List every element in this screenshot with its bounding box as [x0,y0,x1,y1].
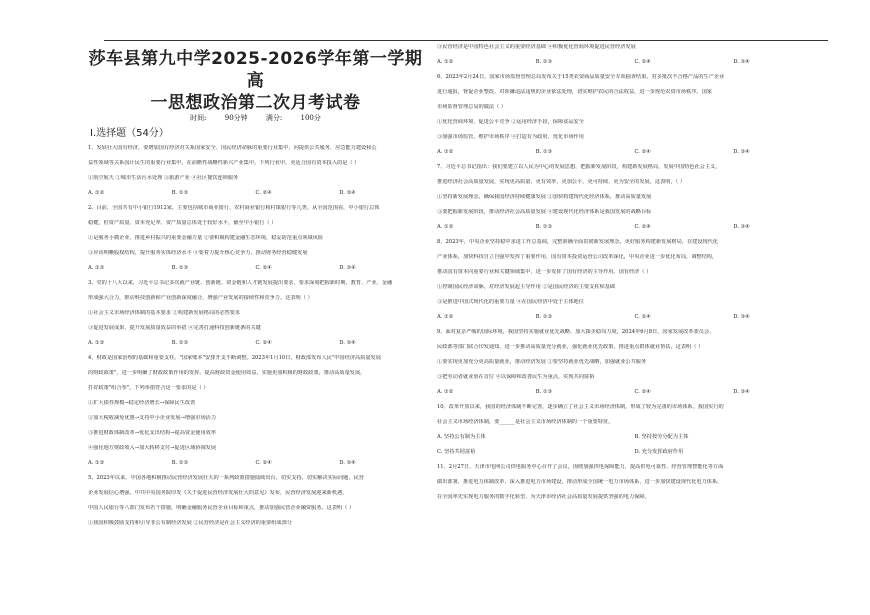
answer-option: D. ③④ [733,59,750,65]
question-text-line: 2、目前，全国共有中小银行1912家，主要包括城市商业银行、农村商业银行和村镇银行等几类。从全国范围看，中小银行总体 [88,205,380,211]
question-text-line: ①控制国民经济命脉，对经济发展起主导作用 ②是国民经济的主要支柱和基础 [437,284,616,290]
question-text-line: ③促进发展成果、提升发展质量效益的举措 ④完善打通科技创新链条的关键 [88,325,261,331]
question-text-line: ④强化地方财政收入→加大转移支付→促进区域协调发展 [88,445,217,451]
answer-option: A. ①② [437,149,454,155]
exam-meta [88,113,423,123]
answer-option: C. ②④ [255,460,272,466]
answer-option: B. ①③ [171,265,189,271]
answer-option: D. ③④ [339,340,356,346]
question-text-line: ①扩大债券规模→稳定经济增长→保障民生改善 [88,400,196,406]
answer-option: D. ③④ [733,389,750,395]
answer-option: A. ①② [437,389,454,395]
time-label: 时间: [190,114,207,122]
answer-option: C. ②④ [255,265,272,271]
question-text-line: ①社会主义市场经济体制的基本要求 ②构建新发展格局的必然要求 [88,310,241,316]
question-text-line: 产业体系，加快科技自立自强中发挥了重要作用，国有资本投资运营公司改革深化，中央企业进一步优化布局，调整结构， [437,254,718,260]
left-question-body [88,145,423,527]
answer-option: B. ①③ [535,224,553,230]
answer-option: D. ③④ [733,149,750,155]
question-text-line: 11、2月27日，天津市电网公司供电服务中心召开了会议，围绕加强供电保障能力，提高供电可靠性、经营管理智能化等方面 [437,464,724,470]
answer-option: D. ③④ [733,314,750,320]
answer-option: D. ③④ [733,224,750,230]
answer-options [437,314,832,321]
section-heading: Ⅰ.选择题（54分） [90,128,169,139]
question-text-line: 1、发展壮大国有经济，要增加国有经济对关系国家安全、国民经济命脉的重要行业集中，向提供公共服务、应急能力建设和公 [88,145,377,151]
answer-options [437,59,832,66]
question-text-line: 9、面对复杂严峻的国际环境，我国坚持实施就业优先战略，加大援企稳岗力度，2024年6月8日，国家发展改革委员会、 [437,329,715,335]
answer-option: B. ①③ [535,149,553,155]
question-text-line: ③要把握新发展阶段，推动经济社会高质量发展 ④建设现代化经济体系是我国发展的战略目标 [437,209,652,215]
answer-option: B. 坚持按劳分配为主体 [634,434,689,440]
question-text-line: 形成强大合力，推动科技创新和产业创新深度融合，增强产业发展的接续性和竞争力。这表明（ ） [88,295,313,301]
question-text-line: ③民营经济是中国特色社会主义的重要经济基础 ④积极优化营商环境促进民营经济发展 [437,44,636,50]
question-text-line: 企业发展信心增强，中共中央国务院印发《关于促进民营经济发展壮大的意见》发布，民营经济发展迎来新机遇， [88,490,348,496]
question-text-line: 10、改革开放以来，我国的经济体制不断完善，逐步确立了社会主义市场经济体制，形成了较为完备的市场体系。我国实行的 [437,404,724,410]
answer-option: B. ①③ [535,59,553,65]
question-text-line: ③应该明晰股权结构，提升服务实体经济水平 ④要着力提升核心竞争力，推动财务经营稳健发展 [88,250,308,256]
answer-options [437,224,832,231]
question-text-line: ③是推进中国式现代化的重要力量 ④在国民经济中处于主体地位 [437,299,584,305]
question-text-line: 民政部等部门联合印发通知，进一步推动高质量充分就业，强化就业优先政策，推进重点群体就业帮扶，这表明（ ） [437,344,704,350]
answer-option: B. ①③ [535,389,553,395]
answer-option: D. 充分发挥政府作用 [634,449,684,455]
answer-option: C. ②④ [634,149,651,155]
answer-options [88,190,423,197]
answer-option: C. ②④ [634,389,651,395]
top-rule [104,40,828,41]
question-text-line: 在全国率先实现电力服务的数字化转型，为天津市经济社会高质量发展提供坚强的电力保障。 [437,494,650,500]
answer-option: C. ②④ [634,224,651,230]
question-text-line: 5、2023年以来，中国各地积极推动民营经济发展壮大的一系列政策措施陆续出台，切实支持、切实解决实际问题，民营 [88,475,364,481]
right-question-body [437,44,832,501]
question-text-line: ①优化营商环境，促进公平竞争 ②运用经济手段，保障食品安全 [437,119,584,125]
answer-option: A. ①② [88,340,105,346]
answer-options [88,460,423,467]
question-text-line: ①航空航天 ②城市生活污水处理 ③旅游产业 ④社区餐饮连锁服务 [88,175,239,181]
question-text-line: 3、党的十八大以来，习近平总书记多次就产业链、创新链、资金链和人才链发展提出要求，要求深刻把握新时期，教育、产业、金融 [88,280,393,286]
question-text-line: ①坚持新发展理念，确保我国经济持续健康发展 ②加快构建现代化经济体系，推动高质量发展 [437,194,652,200]
title-line-2: 一思想政治第二次月考试卷 [150,93,361,113]
answer-option: A. ①② [88,265,105,271]
question-text-line: ①是服务小微企业、推进乡村振兴的重要金融力量 ②要积极构建金融生态环境，稳妥防范重点领域风险 [88,235,324,241]
question-text-line: ②加大税收减免优惠→支持中小企业发展→增强市场活力 [88,415,217,421]
question-text-line: 做出部署，推进电力体制改革，深入推进电力市场建设，推动形成全国统一电力市场体系，进一步加快建设现代化电力体系， [437,479,723,485]
score-label: 满分: [265,114,283,122]
answer-option: D. ③④ [339,265,356,271]
answer-option: D. ③④ [339,460,356,466]
answer-option: D. ③④ [339,190,356,196]
answer-option: B. ①③ [171,460,189,466]
question-text-line: ③把劳动者就业放在首位 ④以保障和改善民生为重点，实现共同富裕 [437,374,595,380]
answer-options [88,340,423,347]
question-text-line: 7、习近平总书记指出：我们要建立以人民为中心的发展思想，把握新发展阶段，构建新发展格局，发展中国特色社会主义， [437,164,721,170]
question-text-line: ③加强市场监管，维护市场秩序 ④打造有为政府，优化市场作用 [437,134,584,140]
score-value: 100分 [300,114,321,122]
title-line-1: 莎车县第九中学2025-2026学年第一学期高 [88,49,423,91]
answer-option: A. ①② [88,190,105,196]
answer-options [437,434,832,441]
question-text-line: 打好政策"组合拳"。下列举措符合这一要求的是（ ） [88,385,209,391]
question-text-line: ①我国积极鼓励支持和引导非公有制经济发展 ②民营经济是社会主义经济的重要组成部分 [88,520,292,526]
answer-option: A. ①② [88,460,105,466]
answer-options [437,449,832,456]
question-text-line: 社会主义市场经济体制，要______是社会主义市场经济体制的一个重要特征。 [437,419,614,425]
question-text-line: 进行通报，督促企业整改，对涉嫌违法违规的企业依法处理，切实维护农民的合法权益，进一步规范农资市场秩序。国家 [437,89,712,95]
answer-option: B. ①③ [535,314,553,320]
question-text-line: ①要实现更加充分更高质量就业，推动经济发展 ②要坚持就业优先战略，加强就业公共服务 [437,359,647,365]
question-text-line: 益性领域等关系国计民生的重要行业集中，在前瞻性战略性新兴产业集中。下列行业中，更适合国有资本投入的是（ ） [88,160,360,166]
question-text-line: 的财政政策"，进一步明确了财政政策作用的发挥。提高财政资金使用效益，实施更加积极的财政政策，推动高质量发展， [88,370,366,376]
question-text-line: 8、2023年，中央企业坚持稳中求进工作总基调，完整准确全面贯彻新发展理念，更好服务构建新发展格局，在建设现代化 [437,239,719,245]
exam-title [88,48,423,114]
answer-option: C. ②④ [634,59,651,65]
answer-option: C. ②④ [634,314,651,320]
answer-option: C. ②④ [255,190,272,196]
left-column [88,44,423,604]
answer-option: A. ①② [437,224,454,230]
question-text-line: 中国人民银行等八部门发布若干措施，明确金融服务民营企业目标和重点，推动加强民营企业融资服务。这表明（ ） [88,505,355,511]
question-text-line: 稳健，但资产质量、资本充足率、资产质量总体处于较好水平，截至中小银行（ ） [88,220,277,226]
answer-option: A. 坚持公有制为主体 [437,434,486,440]
answer-option: B. ①③ [171,340,189,346]
answer-options [437,389,832,396]
question-text-line: 推进经济社会高质量发展，实现更高质量、更有效率、更加公平、更可持续、更为安全的发展，这表明，（ ） [437,179,686,185]
answer-options [437,149,832,156]
answer-option: A. ①② [437,314,454,320]
question-text-line: 推动国有资本向重要行业和关键领域集中，进一步发挥了国有经济的主导作用。国有经济（ ） [437,269,652,275]
question-text-line: 6、2023年2月24日，国家市场监督管理总局发布关于15类农资商品质量安全专项抽查结果，对多批次不合格产品的生产企业 [437,74,725,80]
question-text-line: ③推进财政体制改革→优化支出结构→提高资金使用效率 [88,430,217,436]
right-column [437,44,832,604]
question-text-line: 4、财政是国家治理的基础和重要支柱。"国家账本"安排开支不断调整。2023年1月10日，财政部发布人民"中国经济高质量发展 [88,355,381,361]
question-text-line: 市场监督管理总局的做法（ ） [437,104,507,110]
answer-option: B. ①③ [171,190,189,196]
answer-option: C. 坚持共同富裕 [437,449,476,455]
answer-option: A. ①② [437,59,454,65]
time-value: 90分钟 [224,114,248,122]
answer-options [88,265,423,272]
answer-option: C. ②④ [255,340,272,346]
